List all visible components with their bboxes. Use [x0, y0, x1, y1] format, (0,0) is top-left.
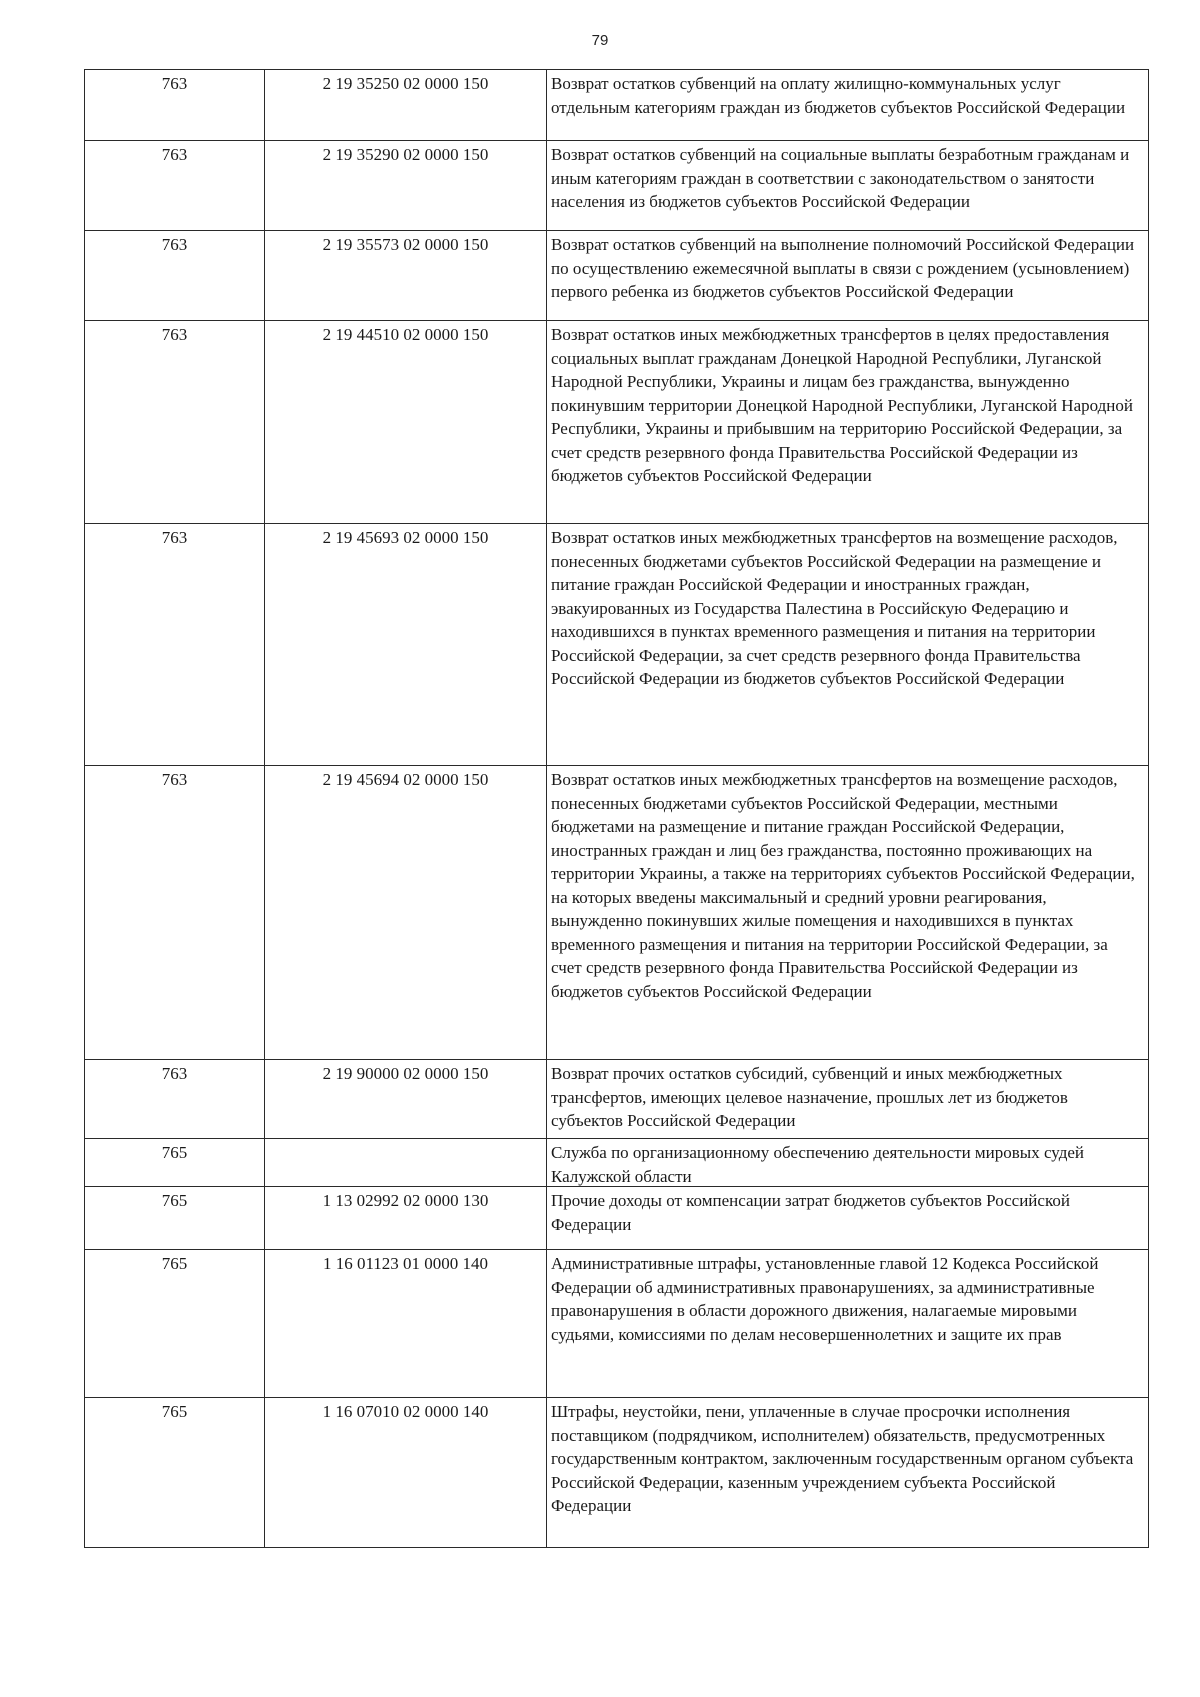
admin-code-cell: 765	[85, 1187, 265, 1249]
admin-code-cell: 763	[85, 524, 265, 765]
table-row	[85, 1059, 1148, 1138]
admin-code-cell: 763	[85, 141, 265, 230]
description-cell: Возврат остатков субвенций на выполнение полномочий Российской Федерации по осуществлению ежемесячной выплаты в связи с рождением (усыновлением) первого ребенка из бюджетов субъектов Российской Федерации	[551, 235, 1135, 301]
admin-code-cell: 763	[85, 766, 265, 1059]
budget-code-cell: 2 19 35290 02 0000 150	[265, 141, 547, 230]
admin-code-cell: 763	[85, 231, 265, 320]
description-cell: Возврат остатков субвенций на оплату жилищно-коммунальных услуг отдельным категориям граждан из бюджетов субъектов Российской Федерации	[551, 74, 1126, 117]
description-cell: Административные штрафы, установленные главой 12 Кодекса Российской Федерации об административных правонарушениях, за административные правонарушения в области дорожного движения, налагаемые мировыми судьями, комиссиями по делам несовершеннолетних и защите их прав	[551, 1254, 1099, 1344]
admin-code-cell: 765	[85, 1250, 265, 1397]
budget-code-cell: 1 13 02992 02 0000 130	[265, 1187, 547, 1249]
budget-code-cell: 2 19 44510 02 0000 150	[265, 321, 547, 523]
table-row	[85, 1186, 1148, 1249]
budget-code-cell: 1 16 01123 01 0000 140	[265, 1250, 547, 1397]
budget-code-cell: 1 16 07010 02 0000 140	[265, 1398, 547, 1547]
budget-code-cell: 2 19 45693 02 0000 150	[265, 524, 547, 765]
budget-code-cell: 2 19 45694 02 0000 150	[265, 766, 547, 1059]
table-row	[85, 765, 1148, 1059]
description-cell: Возврат остатков иных межбюджетных трансфертов на возмещение расходов, понесенных бюджетами субъектов Российской Федерации, местными бюджетами на размещение и питание граждан Российской Федерации, иностранных граждан и лиц без гражданства, постоянно проживающих на территории Украины, а также на территориях субъектов Российской Федерации, на которых введены максимальный и средний уровни реагирования, вынужденно покинувших жилые помещения и находившихся в пунктах временного размещения и питания на территории Российской Федерации, за счет средств резервного фонда Правительства Российской Федерации из бюджетов субъектов Российской Федерации	[551, 770, 1135, 1001]
income-codes-table	[84, 69, 1149, 1548]
description-cell: Возврат остатков иных межбюджетных трансфертов на возмещение расходов, понесенных бюджетами субъектов Российской Федерации на размещение и питание граждан Российской Федерации и иностранных граждан, эвакуированных из Государства Палестина в Российскую Федерацию и находившихся в пунктах временного размещения и питания на территории Российской Федерации, за счет средств резервного фонда Правительства Российской Федерации из бюджетов субъектов Российской Федерации	[551, 528, 1118, 688]
table-row	[85, 1138, 1148, 1186]
description-cell: Возврат остатков субвенций на социальные выплаты безработным гражданам и иным категориям граждан в соответствии с законодательством о занятости населения из бюджетов субъектов Российской Федерации	[551, 145, 1130, 211]
description-cell: Возврат прочих остатков субсидий, субвенций и иных межбюджетных трансфертов, имеющих целевое назначение, прошлых лет из бюджетов субъектов Российской Федерации	[551, 1064, 1068, 1130]
admin-code-cell: 763	[85, 70, 265, 140]
admin-code-cell: 763	[85, 321, 265, 523]
table-row	[85, 70, 1148, 140]
page-number: 79	[591, 32, 609, 49]
admin-code-cell: 763	[85, 1060, 265, 1138]
table-row	[85, 320, 1148, 523]
description-cell: Штрафы, неустойки, пени, уплаченные в случае просрочки исполнения поставщиком (подрядчиком, исполнителем) обязательств, предусмотренных государственным контрактом, заключенным государственным органом субъекта Российской Федерации, казенным учреждением субъекта Российской Федерации	[551, 1402, 1134, 1515]
table-row	[85, 230, 1148, 320]
budget-code-cell: 2 19 35250 02 0000 150	[265, 70, 547, 140]
description-cell: Прочие доходы от компенсации затрат бюджетов субъектов Российской Федерации	[551, 1191, 1070, 1234]
budget-code-cell	[265, 1139, 547, 1186]
table-row	[85, 140, 1148, 230]
budget-code-cell: 2 19 90000 02 0000 150	[265, 1060, 547, 1138]
description-cell: Возврат остатков иных межбюджетных трансфертов в целях предоставления социальных выплат гражданам Донецкой Народной Республики, Луганской Народной Республики, Украины и лицам без гражданства, вынужденно покинувшим территории Донецкой Народной Республики, Луганской Народной Республики, Украины и прибывшим на территорию Российской Федерации, за счет средств резервного фонда Правительства Российской Федерации из бюджетов субъектов Российской Федерации	[551, 325, 1133, 485]
description-cell: Служба по организационному обеспечению деятельности мировых судей Калужской области	[551, 1143, 1085, 1186]
budget-code-cell: 2 19 35573 02 0000 150	[265, 231, 547, 320]
admin-code-cell: 765	[85, 1398, 265, 1547]
table-row	[85, 523, 1148, 765]
table-row	[85, 1397, 1148, 1547]
admin-code-cell: 765	[85, 1139, 265, 1186]
table-row	[85, 1249, 1148, 1397]
